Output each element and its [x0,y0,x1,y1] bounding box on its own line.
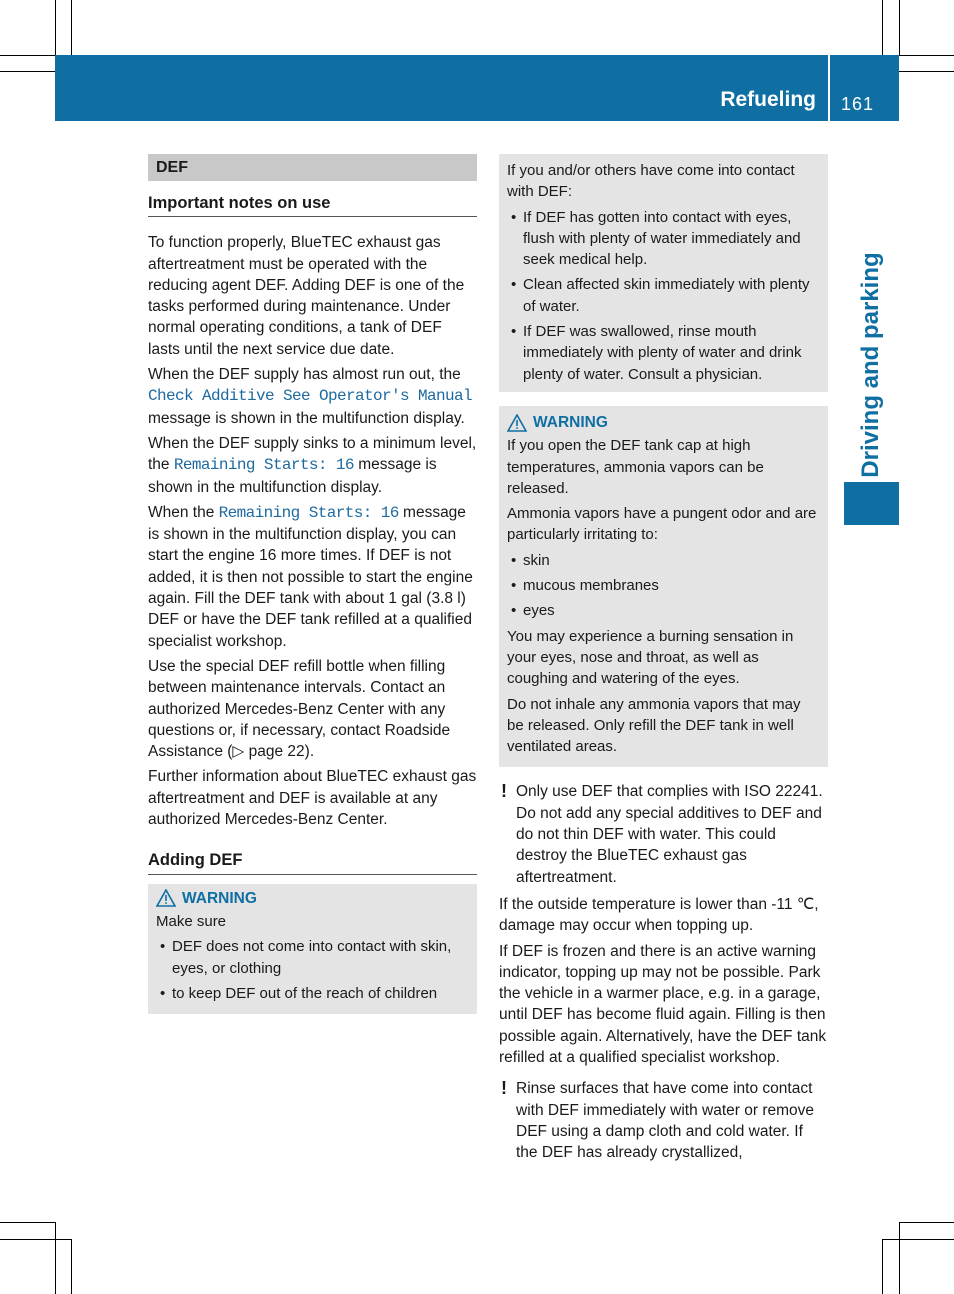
paragraph: If you open the DEF tank cap at high temperatures, ammonia vapors can be released. [507,437,764,497]
caution-note [499,1078,828,1163]
paragraph: Use the special DEF refill bottle when filling between maintenance intervals. Contact an authorized Mercedes-Benz Center with any questions or, if necessary, contact Roadside Assistance (▷ page 22). [148,657,451,761]
list-item: • to keep DEF out of the reach of children [156,983,469,1004]
list-item: • DEF does not come into contact with skin, eyes, or clothing [156,936,469,979]
chapter-label: Driving and parking [857,252,884,478]
paragraph: Further information about BlueTEC exhaust gas aftertreatment and DEF is available at any authorized Mercedes-Benz Center. [148,768,477,829]
exclamation-icon: ! [501,781,507,802]
chapter-tab [844,482,899,525]
right-column [499,154,828,1169]
caution-note [499,781,828,887]
crop-mark [0,1222,55,1223]
note-text: Only use DEF that complies with ISO 22241. Do not add any special additives to DEF and do not thin DEF with water. This could destroy the BlueTEC exhaust gas aftertreatment. [516,783,823,886]
crop-mark [882,1239,954,1240]
display-message: Check Additive See Operator's Manual [148,387,473,406]
info-box [499,154,828,392]
paragraph [148,502,477,652]
text: message is shown in the multifunction display, you can start the engine 16 more times. If DEF is not added, it is then not possible to start the engine again. Fill the DEF tank with about 1 gal (3.8 l) DEF or have the DEF tank refilled at a qualified specialist workshop. [148,503,473,650]
text: message is shown in the multifunction display. [148,409,465,427]
crop-mark [55,1222,56,1294]
list-item: • Clean affected skin immediately with plenty of water. [507,274,820,317]
warning-intro: Make sure [156,912,227,930]
paragraph: Ammonia vapors have a pungent odor and are particularly irritating to: [507,505,817,544]
paragraph: To function properly, BlueTEC exhaust gas aftertreatment must be operated with the reducing agent DEF. Adding DEF is one of the tasks performed during maintenance. Under normal operating conditions, a tank of DEF lasts until the next service due date. [148,234,465,358]
paragraph: You may experience a burning sensation in your eyes, nose and throat, as well as coughing and watering of the eyes. [507,627,794,688]
crop-mark [899,1222,900,1294]
crop-mark [0,55,55,56]
warning-label: WARNING [533,413,608,431]
warning-heading [507,412,820,433]
text: When the DEF supply has almost run out, the [148,366,461,384]
crop-mark [71,0,72,55]
header-divider [828,55,830,121]
text: message is shown in the multifunction display. [148,456,437,496]
note-text: Rinse surfaces that have come into contact with DEF immediately with water or remove DEF using a damp cloth and cold water. If the DEF has already crystallized, [516,1080,815,1162]
warning-triangle-icon [507,414,527,432]
crop-mark [0,71,55,72]
crop-mark [882,0,883,55]
warning-heading [156,888,469,909]
crop-mark [899,71,954,72]
section-title: DEF [148,154,477,181]
paragraph: If the outside temperature is lower than -11 ℃, damage may occur when topping up. [499,895,819,935]
crop-mark [899,1222,954,1223]
paragraph: If DEF is frozen and there is an active warning indicator, topping up may not be possible. Park the vehicle in a warmer place, e.g. in a garage, until DEF has become fluid again. Filling is then possible again. Alternatively, have the DEF tank refilled at a qualified specialist workshop. [499,942,827,1066]
display-message: Remaining Starts: 16 [173,456,354,475]
text: When the [148,503,215,521]
warning-box [499,406,828,767]
subheading: Adding DEF [148,850,477,874]
list-item: • eyes [507,600,820,621]
paragraph: Do not inhale any ammonia vapors that may be released. Only refill the DEF tank in well ventilated areas. [507,695,801,756]
page-number: 161 [841,94,875,114]
warning-label: WARNING [182,889,257,907]
crop-mark [71,1239,72,1294]
list-item: • If DEF was swallowed, rinse mouth immediately with plenty of water and drink plenty of water. Consult a physician. [507,321,820,385]
display-message: Remaining Starts: 16 [218,503,399,522]
crop-mark [0,1239,71,1240]
list-item: • skin [507,550,820,571]
crop-mark [882,1239,883,1294]
subheading: Important notes on use [148,193,477,217]
paragraph: If you and/or others have come into contact with DEF: [507,162,795,201]
list-item: • mucous membranes [507,575,820,596]
list-item: • If DEF has gotten into contact with eyes, flush with plenty of water immediately and seek medical help. [507,207,820,271]
crop-mark [899,0,900,55]
paragraph [148,433,477,498]
warning-triangle-icon [156,889,176,907]
text: When the DEF supply sinks to a minimum level, the [148,434,477,474]
crop-mark [899,55,954,56]
page-title: Refueling [720,88,816,111]
exclamation-icon: ! [501,1078,507,1099]
paragraph [148,364,477,429]
left-column [148,154,477,1014]
warning-box [148,884,477,1014]
crop-mark [55,0,56,55]
